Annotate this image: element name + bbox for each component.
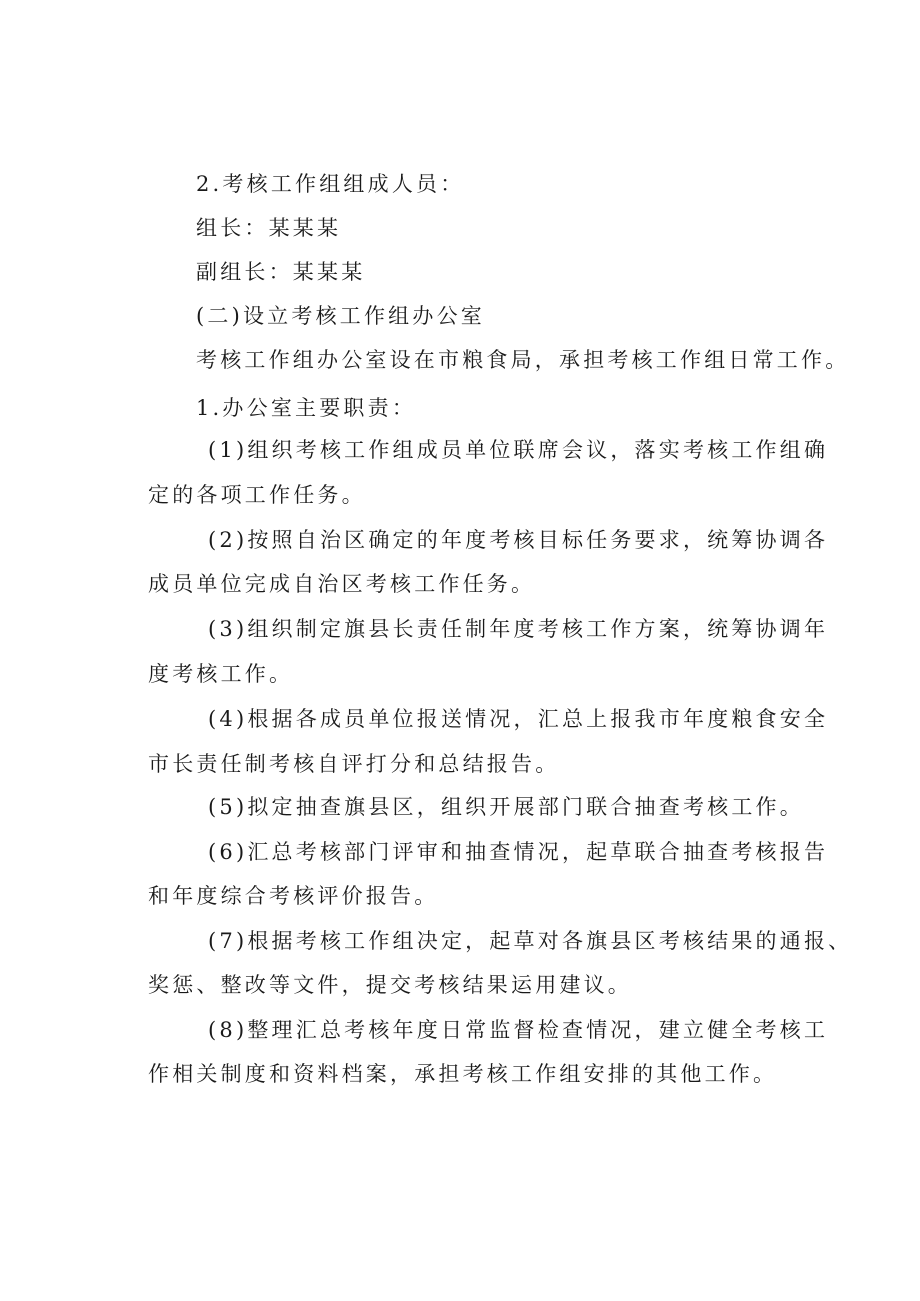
duty-item-4-line-2: 市长责任制考核自评打分和总结报告。 <box>148 752 560 776</box>
section-heading-office: (二)设立考核工作组办公室 <box>196 304 485 328</box>
duty-item-8-line-2: 作相关制度和资料档案，承担考核工作组安排的其他工作。 <box>148 1062 778 1086</box>
duty-item-2-line-2: 成员单位完成自治区考核工作任务。 <box>148 572 536 596</box>
duty-item-4-line-1: (4)根据各成员单位报送情况，汇总上报我市年度粮食安全 <box>208 707 829 731</box>
duty-item-6-line-2: 和年度综合考核评价报告。 <box>148 884 439 908</box>
office-duties-heading: 1.办公室主要职责： <box>196 396 417 420</box>
section-heading-members: 2.考核工作组组成人员： <box>196 172 465 196</box>
deputy-leader-line: 副组长：某某某 <box>196 260 366 284</box>
duty-item-5: (5)拟定抽查旗县区，组织开展部门联合抽查考核工作。 <box>208 795 804 819</box>
team-leader-line: 组长：某某某 <box>196 216 342 240</box>
duty-item-8-line-1: (8)整理汇总考核年度日常监督检查情况，建立健全考核工 <box>208 1018 829 1042</box>
duty-item-1-line-2: 定的各项工作任务。 <box>148 483 366 507</box>
duty-item-2-line-1: (2)按照自治区确定的年度考核目标任务要求，统筹协调各 <box>208 528 829 552</box>
duty-item-7-line-2: 奖惩、整改等文件，提交考核结果运用建议。 <box>148 973 632 997</box>
duty-item-6-line-1: (6)汇总考核部门评审和抽查情况，起草联合抽查考核报告 <box>208 840 829 864</box>
office-location-paragraph: 考核工作组办公室设在市粮食局，承担考核工作组日常工作。 <box>196 348 850 372</box>
duty-item-1-line-1: (1)组织考核工作组成员单位联席会议，落实考核工作组确 <box>208 438 829 462</box>
duty-item-3-line-1: (3)组织制定旗县长责任制年度考核工作方案，统筹协调年 <box>208 617 829 641</box>
duty-item-3-line-2: 度考核工作。 <box>148 662 294 686</box>
duty-item-7-line-1: (7)根据考核工作组决定，起草对各旗县区考核结果的通报、 <box>208 929 853 953</box>
